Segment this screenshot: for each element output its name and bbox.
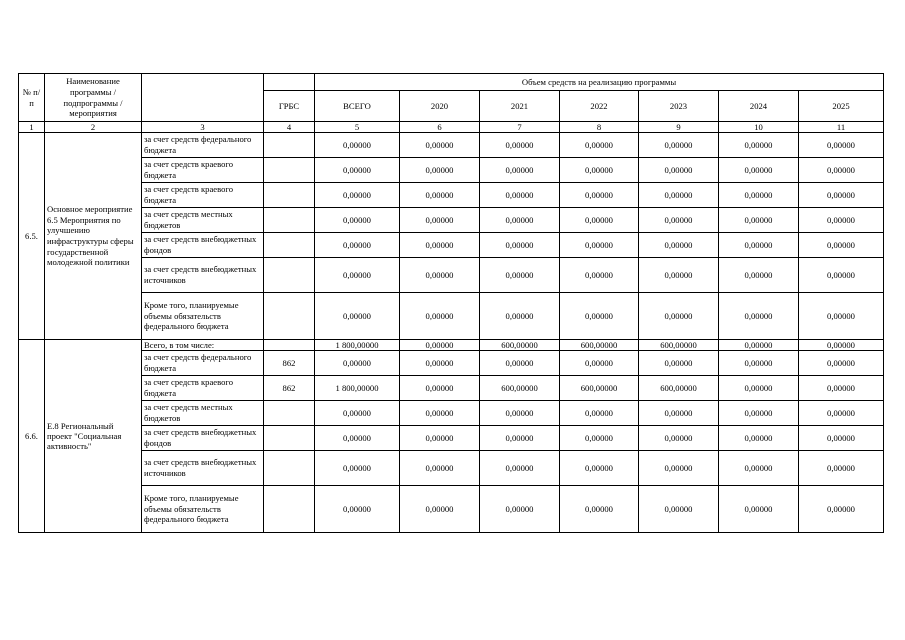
funding-source: Всего, в том числе:	[142, 340, 264, 351]
grbs-code	[264, 233, 315, 258]
year-value: 0,00000	[400, 258, 480, 293]
year-value: 0,00000	[799, 233, 884, 258]
year-value: 0,00000	[799, 426, 884, 451]
year-value: 0,00000	[639, 258, 719, 293]
year-value: 0,00000	[400, 351, 480, 376]
column-number: 10	[719, 122, 799, 133]
total-value: 0,00000	[315, 401, 400, 426]
year-value: 0,00000	[560, 486, 639, 533]
year-value: 0,00000	[639, 351, 719, 376]
grbs-code: 862	[264, 351, 315, 376]
column-number: 11	[799, 122, 884, 133]
year-value: 0,00000	[639, 133, 719, 158]
table-row	[19, 451, 884, 486]
total-value: 0,00000	[315, 158, 400, 183]
year-value: 0,00000	[480, 401, 560, 426]
year-value: 0,00000	[480, 293, 560, 340]
year-value: 0,00000	[639, 486, 719, 533]
header-volume: Объем средств на реализацию программы	[315, 74, 884, 91]
header-source	[142, 74, 264, 122]
funding-source: за счет средств краевого бюджета	[142, 376, 264, 401]
year-value: 0,00000	[400, 133, 480, 158]
total-value: 1 800,00000	[315, 376, 400, 401]
funding-source: за счет средств краевого бюджета	[142, 158, 264, 183]
year-value: 0,00000	[560, 401, 639, 426]
year-value: 0,00000	[799, 351, 884, 376]
year-value: 0,00000	[639, 451, 719, 486]
header-year: 2021	[480, 91, 560, 122]
grbs-code	[264, 208, 315, 233]
total-value: 0,00000	[315, 426, 400, 451]
year-value: 0,00000	[560, 183, 639, 208]
header-no: № п/п	[19, 74, 45, 122]
year-value: 0,00000	[480, 158, 560, 183]
year-value: 0,00000	[400, 158, 480, 183]
table-row	[19, 401, 884, 426]
year-value: 0,00000	[719, 208, 799, 233]
year-value: 0,00000	[719, 183, 799, 208]
year-value: 0,00000	[480, 426, 560, 451]
year-value: 0,00000	[639, 401, 719, 426]
table-row	[19, 158, 884, 183]
total-value: 0,00000	[315, 293, 400, 340]
year-value: 0,00000	[719, 258, 799, 293]
total-value: 0,00000	[315, 183, 400, 208]
year-value: 0,00000	[799, 486, 884, 533]
year-value: 0,00000	[799, 401, 884, 426]
year-value: 0,00000	[719, 451, 799, 486]
table-row	[19, 351, 884, 376]
year-value: 600,00000	[560, 376, 639, 401]
table-row	[19, 486, 884, 533]
year-value: 0,00000	[639, 183, 719, 208]
year-value: 0,00000	[560, 451, 639, 486]
year-value: 0,00000	[799, 451, 884, 486]
column-number: 5	[315, 122, 400, 133]
year-value: 600,00000	[480, 376, 560, 401]
grbs-code	[264, 158, 315, 183]
year-value: 0,00000	[480, 133, 560, 158]
total-value: 0,00000	[315, 133, 400, 158]
year-value: 0,00000	[400, 376, 480, 401]
table-row	[19, 183, 884, 208]
column-number: 4	[264, 122, 315, 133]
grbs-code	[264, 183, 315, 208]
year-value: 0,00000	[480, 233, 560, 258]
grbs-code	[264, 340, 315, 351]
year-value: 0,00000	[639, 426, 719, 451]
year-value: 0,00000	[560, 133, 639, 158]
header-grbs: ГРБС	[264, 91, 315, 122]
year-value: 0,00000	[719, 340, 799, 351]
year-value: 0,00000	[560, 158, 639, 183]
section-name: Е.8 Региональный проект "Социальная активность"	[45, 340, 142, 533]
funding-source: за счет средств краевого бюджета	[142, 183, 264, 208]
year-value: 0,00000	[480, 208, 560, 233]
table-row	[19, 208, 884, 233]
year-value: 0,00000	[400, 233, 480, 258]
header-year: 2023	[639, 91, 719, 122]
year-value: 0,00000	[799, 293, 884, 340]
section-number: 6.5.	[19, 133, 45, 340]
total-value: 0,00000	[315, 451, 400, 486]
section-number: 6.6.	[19, 340, 45, 533]
table-row	[19, 258, 884, 293]
year-value: 0,00000	[799, 208, 884, 233]
table-row	[19, 233, 884, 258]
year-value: 0,00000	[560, 258, 639, 293]
year-value: 0,00000	[560, 351, 639, 376]
year-value: 0,00000	[639, 208, 719, 233]
year-value: 0,00000	[719, 376, 799, 401]
budget-table	[18, 73, 884, 533]
grbs-code	[264, 293, 315, 340]
year-value: 0,00000	[400, 183, 480, 208]
table-row	[19, 133, 884, 158]
year-value: 0,00000	[719, 351, 799, 376]
grbs-code	[264, 451, 315, 486]
column-number: 8	[560, 122, 639, 133]
column-number: 1	[19, 122, 45, 133]
grbs-code	[264, 486, 315, 533]
total-value: 1 800,00000	[315, 340, 400, 351]
grbs-code: 862	[264, 376, 315, 401]
year-value: 0,00000	[639, 293, 719, 340]
total-value: 0,00000	[315, 208, 400, 233]
grbs-code	[264, 426, 315, 451]
header-year: 2022	[560, 91, 639, 122]
funding-source: за счет средств внебюджетных фондов	[142, 233, 264, 258]
total-value: 0,00000	[315, 486, 400, 533]
year-value: 0,00000	[560, 208, 639, 233]
funding-source: Кроме того, планируемые объемы обязательств федерального бюджета	[142, 293, 264, 340]
year-value: 0,00000	[400, 451, 480, 486]
year-value: 0,00000	[719, 233, 799, 258]
year-value: 0,00000	[560, 233, 639, 258]
table-row	[19, 340, 884, 351]
grbs-code	[264, 258, 315, 293]
total-value: 0,00000	[315, 351, 400, 376]
funding-source: за счет средств местных бюджетов	[142, 401, 264, 426]
funding-source: за счет средств внебюджетных фондов	[142, 426, 264, 451]
header-year: 2024	[719, 91, 799, 122]
year-value: 600,00000	[480, 340, 560, 351]
year-value: 600,00000	[639, 340, 719, 351]
header-name: Наименование программы / подпрограммы / мероприятия	[45, 74, 142, 122]
funding-source: за счет средств местных бюджетов	[142, 208, 264, 233]
year-value: 0,00000	[400, 426, 480, 451]
year-value: 0,00000	[400, 486, 480, 533]
funding-source: за счет средств внебюджетных источников	[142, 258, 264, 293]
year-value: 0,00000	[719, 293, 799, 340]
year-value: 0,00000	[719, 133, 799, 158]
year-value: 600,00000	[560, 340, 639, 351]
column-number: 3	[142, 122, 264, 133]
total-value: 0,00000	[315, 258, 400, 293]
column-number: 6	[400, 122, 480, 133]
year-value: 0,00000	[480, 258, 560, 293]
table-body	[19, 133, 884, 533]
section-name: Основное мероприятие 6.5 Мероприятия по улучшению инфраструктуры сферы государственной молодежной политики	[45, 133, 142, 340]
grbs-code	[264, 133, 315, 158]
header-grbs-top	[264, 74, 315, 91]
funding-source: за счет средств внебюджетных источников	[142, 451, 264, 486]
header-year: 2025	[799, 91, 884, 122]
table-row	[19, 426, 884, 451]
column-number: 9	[639, 122, 719, 133]
year-value: 0,00000	[560, 426, 639, 451]
table-row	[19, 293, 884, 340]
year-value: 0,00000	[480, 351, 560, 376]
year-value: 0,00000	[719, 486, 799, 533]
year-value: 0,00000	[400, 293, 480, 340]
funding-source: Кроме того, планируемые объемы обязательств федерального бюджета	[142, 486, 264, 533]
funding-source: за счет средств федерального бюджета	[142, 351, 264, 376]
funding-source: за счет средств федерального бюджета	[142, 133, 264, 158]
year-value: 0,00000	[400, 208, 480, 233]
year-value: 0,00000	[480, 486, 560, 533]
year-value: 0,00000	[799, 158, 884, 183]
header-total: ВСЕГО	[315, 91, 400, 122]
header-year: 2020	[400, 91, 480, 122]
year-value: 0,00000	[639, 233, 719, 258]
table-row	[19, 376, 884, 401]
year-value: 0,00000	[400, 340, 480, 351]
grbs-code	[264, 401, 315, 426]
year-value: 0,00000	[480, 183, 560, 208]
year-value: 0,00000	[799, 133, 884, 158]
year-value: 0,00000	[639, 158, 719, 183]
year-value: 0,00000	[560, 293, 639, 340]
year-value: 0,00000	[480, 451, 560, 486]
total-value: 0,00000	[315, 233, 400, 258]
year-value: 0,00000	[799, 340, 884, 351]
year-value: 0,00000	[719, 158, 799, 183]
column-number: 2	[45, 122, 142, 133]
year-value: 0,00000	[400, 401, 480, 426]
year-value: 0,00000	[799, 183, 884, 208]
year-value: 0,00000	[799, 258, 884, 293]
year-value: 0,00000	[719, 401, 799, 426]
year-value: 0,00000	[719, 426, 799, 451]
year-value: 600,00000	[639, 376, 719, 401]
year-value: 0,00000	[799, 376, 884, 401]
column-number: 7	[480, 122, 560, 133]
